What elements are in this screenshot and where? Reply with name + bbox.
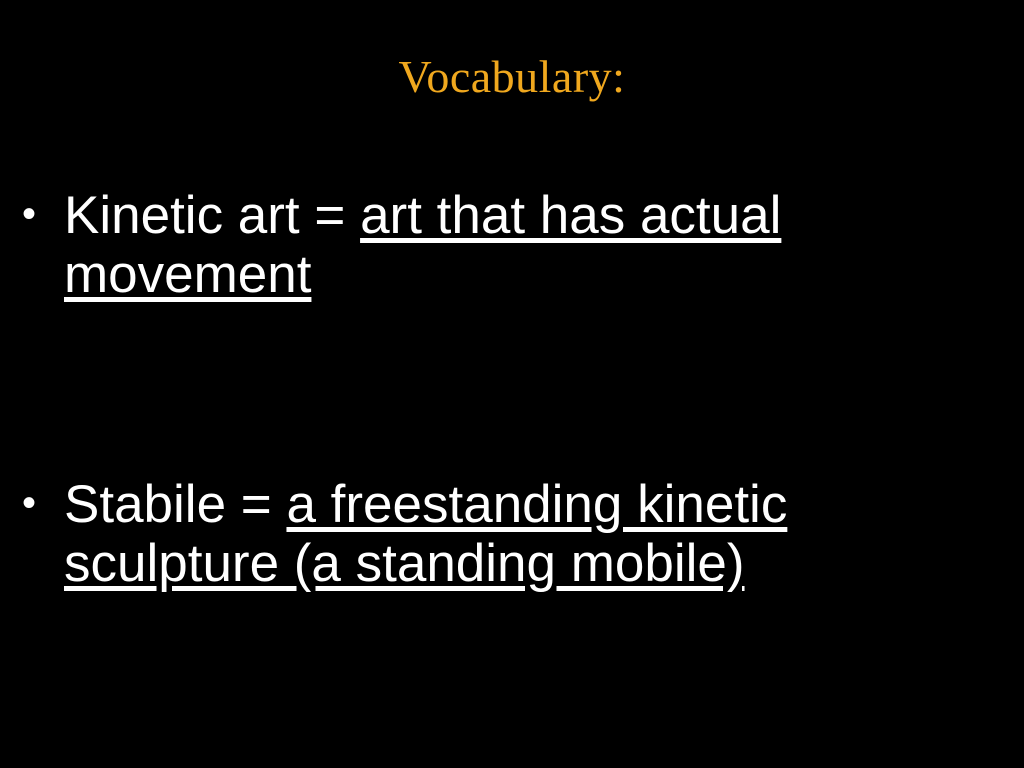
list-item-text xyxy=(64,186,944,305)
bullet-point-icon: • xyxy=(22,192,37,236)
vocabulary-definition: a freestanding kinetic sculpture (a standing mobile) xyxy=(64,474,788,594)
list-item xyxy=(22,186,982,305)
bullet-list xyxy=(22,186,982,593)
bullet-point-icon: • xyxy=(22,480,37,525)
list-item xyxy=(22,475,982,594)
vocabulary-term: Stabile = xyxy=(64,474,287,534)
list-item-text xyxy=(64,475,944,594)
vocabulary-term: Kinetic art = xyxy=(64,186,361,245)
page-title: Vocabulary: xyxy=(398,51,626,102)
vocabulary-definition: art that has actual movement xyxy=(64,186,782,305)
